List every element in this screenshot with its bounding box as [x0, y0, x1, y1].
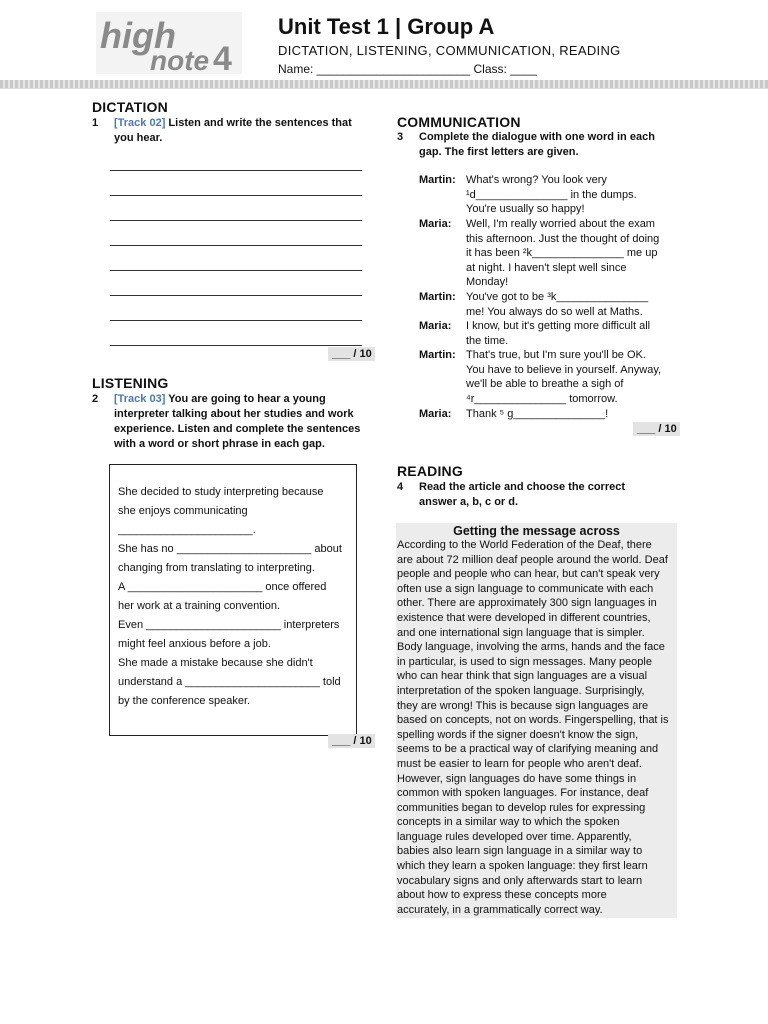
task-number: 2 — [92, 393, 99, 405]
dialogue-gap-line[interactable]: You've got to be ³k_______________ — [466, 291, 649, 303]
dialogue-line: the time. — [466, 334, 509, 347]
header-divider-thin — [0, 88, 768, 89]
instruction-text: You are going to hear a young — [165, 393, 326, 405]
listening-sentence-line: she enjoys communicating — [118, 505, 248, 517]
article-line: are about 72 million deaf people around the world. Deaf — [397, 553, 668, 566]
dialogue-gap-line[interactable]: it has been ²k_______________ me up — [466, 247, 658, 259]
communication-instruction — [419, 130, 689, 160]
article-line: Body language, involving the arms, hands and the face — [397, 641, 665, 654]
dialogue-line: You're usually so happy! — [466, 203, 585, 215]
dialogue-line: we'll be able to breathe a sigh of — [466, 378, 624, 390]
article-line: people and people who can hear, but can't speak very — [397, 568, 660, 581]
name-class-line: Name: _______________________ Class: ____ — [278, 62, 537, 76]
header-divider — [0, 80, 768, 88]
listening-sentence-line: by the conference speaker. — [118, 695, 251, 707]
speaker-name: Martin: — [419, 291, 456, 303]
answer-line[interactable] — [110, 270, 362, 271]
instruction-text: Read the article and choose the correct — [419, 481, 626, 493]
article-line: other. There are approximately 300 sign languages in — [397, 597, 657, 610]
speaker-name: Maria: — [419, 320, 452, 332]
answer-line[interactable] — [110, 195, 362, 196]
dialogue — [419, 173, 689, 428]
listening-sentences-box — [109, 464, 357, 736]
article-line: in particular, is used to sign messages. Many people — [397, 655, 652, 668]
dialogue-line: I know, but it's getting more difficult all — [466, 320, 651, 332]
speaker-name: Maria: — [419, 408, 452, 420]
dictation-heading: DICTATION — [92, 99, 168, 115]
reading-instruction — [419, 480, 689, 510]
task-number: 4 — [397, 481, 404, 493]
listening-sentence-line[interactable]: understand a ______________________ told — [118, 676, 341, 688]
dictation-instruction — [114, 116, 374, 146]
answer-line[interactable] — [110, 320, 362, 321]
article-line: often use a sign language to communicate with each — [397, 582, 654, 595]
page-title: Unit Test 1 | Group A — [278, 14, 495, 39]
dialogue-line: You have to believe in yourself. Anyway, — [466, 363, 662, 376]
article-line: who can hear think that sign languages are a visual — [397, 670, 648, 683]
article-body — [396, 538, 677, 917]
dialogue-line: That's true, but I'm sure you'll be OK. — [466, 349, 646, 361]
article-title: Getting the message across — [453, 524, 620, 538]
article-line: seems to be a practical way of clarifying meaning and — [397, 743, 659, 756]
page-subtitle: DICTATION, LISTENING, COMMUNICATION, READING — [278, 43, 621, 58]
instruction-text: interpreter talking about her studies and work — [114, 408, 354, 420]
article-line: which they learn a spoken language: they first learn — [397, 860, 648, 873]
listening-sentence-line[interactable]: A ______________________ once offered — [118, 581, 327, 593]
instruction-text: Listen and write the sentences that — [165, 117, 352, 129]
task-number: 3 — [397, 131, 404, 143]
listening-instruction — [114, 392, 384, 452]
listening-sentence-line[interactable]: ______________________. — [118, 524, 256, 536]
track-label[interactable]: [Track 03] — [114, 393, 166, 405]
dialogue-line: Well, I'm really worried about the exam — [466, 218, 655, 230]
article-line: must be easier to learn for people who aren't deaf. — [397, 757, 642, 770]
listening-sentence-line: might feel anxious before a job. — [118, 638, 271, 650]
dialogue-line: me! You always do so well at Maths. — [466, 305, 643, 318]
listening-sentence-line[interactable]: Even ______________________ interpreters — [118, 619, 340, 631]
logo-text-number: 4 — [213, 40, 232, 74]
article-line: vocabulary signs and only afterwards start to learn — [397, 874, 643, 887]
track-label[interactable]: [Track 02] — [114, 117, 166, 129]
article-line: spelling words if the signer doesn't know the sign, — [397, 728, 639, 741]
speaker-name: Martin: — [419, 349, 456, 361]
article-line: accurately, in a grammatically correct way. — [397, 903, 603, 916]
article-line: and one international sign language that is simpler. — [397, 626, 645, 639]
article-line: concepts in a similar way to which the spoken — [397, 816, 620, 829]
answer-line[interactable] — [110, 220, 362, 221]
answer-line[interactable] — [110, 170, 362, 171]
speaker-name: Maria: — [419, 218, 452, 230]
dialogue-gap-line[interactable]: ⁴r_______________ tomorrow. — [466, 392, 618, 405]
article-line: existence that were developed in different countries, — [397, 611, 651, 624]
article-line: However, sign languages do have some things in — [397, 772, 637, 785]
high-note-logo — [96, 12, 242, 74]
reading-heading: READING — [397, 463, 463, 479]
listening-sentence-line: changing from translating to interpreting. — [118, 562, 315, 574]
dialogue-line: this afternoon. Just the thought of doing — [466, 232, 660, 245]
listening-sentence-line: She decided to study interpreting because — [118, 486, 324, 498]
task-number: 1 — [92, 117, 99, 129]
communication-heading: COMMUNICATION — [397, 114, 521, 130]
article-line: interpretation of the spoken language. Surprisingly, — [397, 684, 645, 697]
instruction-text: Complete the dialogue with one word in each — [419, 131, 655, 143]
instruction-text: you hear. — [114, 132, 163, 144]
instruction-text: with a word or short phrase in each gap. — [114, 438, 325, 450]
instruction-text: answer a, b, c or d. — [419, 496, 519, 508]
dialogue-gap-line[interactable]: Thank ⁵ g_______________! — [466, 408, 609, 420]
reading-article — [396, 523, 677, 918]
article-line: about how to express these concepts more — [397, 889, 607, 902]
article-line: According to the World Federation of the Deaf, there — [397, 539, 652, 551]
dialogue-line: at night. I haven't slept well since — [466, 261, 627, 274]
listening-sentence-line: She made a mistake because she didn't — [118, 657, 313, 669]
answer-line[interactable] — [110, 245, 362, 246]
article-line: based on concepts, not on words. Fingerspelling, that is — [397, 714, 669, 727]
instruction-text: gap. The first letters are given. — [419, 146, 579, 158]
logo-text-high: high — [100, 15, 176, 56]
listening-sentence-line[interactable]: She has no ______________________ about — [118, 543, 342, 555]
answer-line[interactable] — [110, 345, 362, 346]
logo-text-note: note — [150, 45, 210, 74]
score-box: ___ / 10 — [328, 734, 375, 748]
score-box: ___ / 10 — [633, 422, 680, 436]
instruction-text: experience. Listen and complete the sentences — [114, 423, 361, 435]
article-line: common with spoken languages. For instance, deaf — [397, 787, 649, 800]
speaker-name: Martin: — [419, 174, 456, 186]
answer-line[interactable] — [110, 295, 362, 296]
article-line: communities began to develop rules for expressing — [397, 801, 646, 814]
listening-sentence-line: her work at a training convention. — [118, 600, 281, 612]
article-line: they are wrong! This is because sign languages are — [397, 699, 649, 712]
article-line: babies also learn sign language in a similar way to — [397, 845, 643, 858]
article-line: language rules developed over time. Apparently, — [397, 830, 632, 843]
dialogue-line: What's wrong? You look very — [466, 174, 607, 186]
dialogue-gap-line[interactable]: ¹d_______________ in the dumps. — [466, 188, 637, 201]
score-box: ___ / 10 — [328, 347, 375, 361]
listening-heading: LISTENING — [92, 375, 169, 391]
dialogue-line: Monday! — [466, 276, 509, 288]
